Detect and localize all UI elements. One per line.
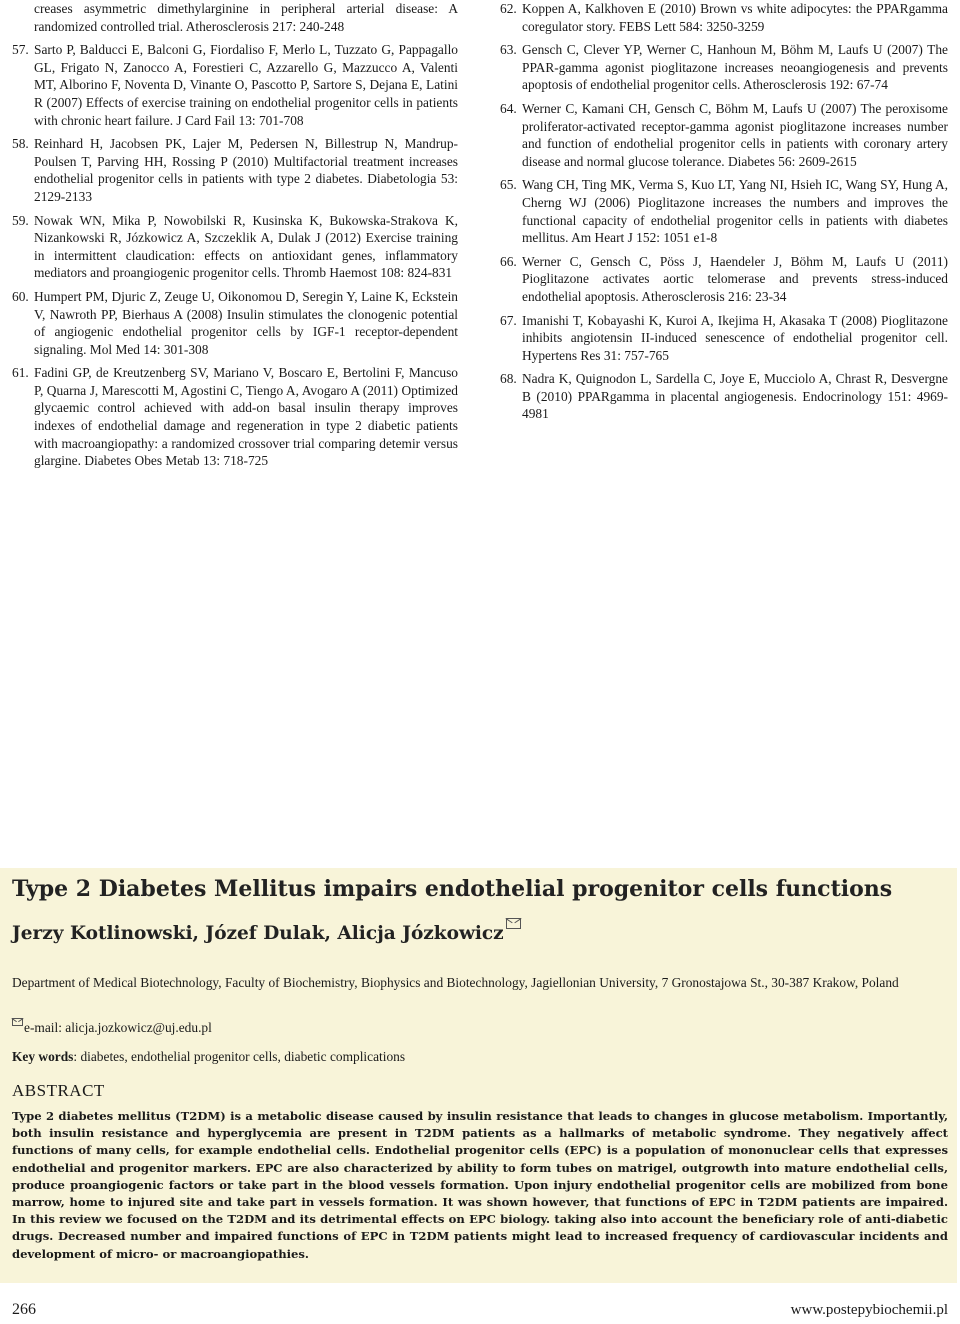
email-text[interactable]: e-mail: alicja.jozkowicz@uj.edu.pl (24, 1020, 212, 1035)
reference-text: Nadra K, Quignodon L, Sardella C, Joye E, Mucciolo A, Chrast R, Desvergne B (2010) PPARgamma in placental angiogenesis. Endocrinology 151: 4969-4981 (522, 371, 948, 422)
reference-text: Reinhard H, Jacobsen PK, Lajer M, Pedersen N, Billestrup N, Mandrup-Poulsen T, Parving HH, Rossing P (2010) Multifactorial treatment increases endothelial progenitor cells in patients with type 2 diabetes. Diabetologia 53: 2129-2133 (34, 136, 458, 204)
reference-text: Sarto P, Balducci E, Balconi G, Fiordaliso F, Merlo L, Tuzzato G, Pappagallo GL, Frigato N, Zanocco A, Forestieri C, Azzarello G, Mazzucco A, Valenti MT, Alborino F, Noventa D, Vinante O, Pascotto P, Sartore S, Dejana E, Latini R (2007) Effects of exercise training on endothelial progenitor cells in patients with chronic heart failure. J Card Fail 13: 701-708 (34, 42, 458, 128)
keywords-text: : diabetes, endothelial progenitor cells, diabetic complications (73, 1049, 406, 1064)
reference-62 (500, 0, 948, 35)
reference-65 (500, 176, 948, 246)
article-title: Type 2 Diabetes Mellitus impairs endothelial progenitor cells functions (12, 876, 893, 902)
reference-59 (12, 212, 458, 282)
reference-number: 62. (500, 1, 517, 16)
reference-64 (500, 100, 948, 170)
reference-number: 59. (12, 212, 29, 228)
article-header-box (0, 868, 957, 1283)
reference-68 (500, 370, 948, 423)
reference-text: Fadini GP, de Kreutzenberg SV, Mariano V, Boscaro E, Bertolini F, Mancuso P, Quarna J, Marescotti M, Agostini C, Tiengo A, Avogaro A (2011) Optimized glycaemic control achieved with add-on basal insulin therapy improves indexes of endothelial damage and regeneration in type 2 diabetic patients with macroangiopathy: a randomized crossover trial comparing detemir versus glargine. Diabetes Obes Metab 13: 718-725 (34, 365, 458, 469)
reference-text: Humpert PM, Djuric Z, Zeuge U, Oikonomou D, Seregin Y, Laine K, Eckstein V, Nawroth PP, Bierhaus A (2008) Insulin stimulates the clonogenic potential of angiogenic endothelial progenitor cells by IGF-1 receptor-dependent signaling. Mol Med 14: 301-308 (34, 288, 458, 357)
reference-number: 58. (12, 136, 29, 152)
reference-number: 67. (500, 312, 517, 328)
reference-number: 57. (12, 42, 29, 58)
page-number: 266 (12, 1301, 36, 1318)
reference-continuation: creases asymmetric dimethylarginine in peripheral arterial disease: A randomized controlled trial. Atherosclerosis 217: 240-248 (34, 1, 458, 34)
article-authors (12, 918, 521, 946)
reference-57 (12, 41, 458, 129)
references-left-column (12, 0, 458, 476)
reference-number: 61. (12, 365, 29, 381)
reference-61 (12, 364, 458, 470)
reference-text: Koppen A, Kalkhoven E (2010) Brown vs white adipocytes: the PPARgamma coregulator story. FEBS Lett 584: 3250-3259 (522, 1, 948, 34)
reference-number: 60. (12, 288, 29, 304)
reference-text: Gensch C, Clever YP, Werner C, Hanhoun M, Böhm M, Laufs U (2007) The PPAR-gamma agonist pioglitazone increases neoangiogenesis and prevents apoptosis of endothelial progenitor cells. Atherosclerosis 192: 67-74 (522, 42, 948, 93)
envelope-icon (12, 1018, 23, 1026)
reference-63 (500, 41, 948, 94)
reference-number: 66. (500, 253, 517, 269)
reference-60 (12, 288, 458, 358)
reference-58 (12, 135, 458, 205)
keywords-label: Key words (12, 1049, 74, 1064)
abstract-heading: ABSTRACT (12, 1081, 105, 1100)
reference-text: Werner C, Kamani CH, Gensch C, Böhm M, Laufs U (2007) The peroxisome proliferator-activated receptor-gamma agonist pioglitazone increases number and function of endothelial progenitor cells in patients with coronary artery disease and normal glucose tolerance. Diabetes 56: 2609-2615 (522, 100, 948, 169)
reference-text: Imanishi T, Kobayashi K, Kuroi A, Ikejima H, Akasaka T (2008) Pioglitazone inhibits angiotensin II-induced senescence of endothelial progenitor cell. Hypertens Res 31: 757-765 (522, 312, 948, 363)
reference-number: 63. (500, 42, 517, 58)
email-line (12, 1018, 212, 1037)
keywords-line (12, 1048, 405, 1066)
reference-number: 65. (500, 177, 517, 193)
journal-website[interactable]: www.postepybiochemii.pl (790, 1302, 948, 1318)
reference-number: 68. (500, 371, 517, 387)
envelope-icon (506, 918, 521, 929)
affiliation: Department of Medical Biotechnology, Faculty of Biochemistry, Biophysics and Biotechnology, Jagiellonian University, 7 Gronostajowa St., 30-387 Krakow, Poland (12, 975, 899, 990)
reference-text: Wang CH, Ting MK, Verma S, Kuo LT, Yang NI, Hsieh IC, Wang SY, Hung A, Cherng WJ (2006) Pioglitazone increases the numbers and improves the functional capacity of endothelial progenitor cells in patients with diabetes mellitus. Am Heart J 152: 1051 e1-8 (522, 177, 948, 246)
references-right-column (500, 0, 948, 429)
reference-67 (500, 312, 948, 365)
reference-text: Nowak WN, Mika P, Nowobilski R, Kusinska K, Bukowska-Strakova K, Nizankowski R, Józkowicz A, Szczeklik A, Dulak J (2012) Exercise training in intermittent claudication: effects on antioxidant genes, inflammatory mediators and proangiogenic progenitor cells. Thromb Haemost 108: 824-831 (34, 212, 458, 281)
authors-text: Jerzy Kotlinowski, Józef Dulak, Alicja Józkowicz (12, 923, 504, 944)
reference-text: Werner C, Gensch C, Pöss J, Haendeler J, Böhm M, Laufs U (2011) Pioglitazone activates aortic telomerase and prevents stress-induced endothelial apoptosis. Atherosclerosis 216: 23-34 (522, 253, 948, 304)
abstract-text: Type 2 diabetes mellitus (T2DM) is a metabolic disease caused by insulin resistance that leads to changes in glucose metabolism. Importantly, both insulin resistance and hyperglycemia are present in T2DM patients as a hallmarks of metabolic syndrome. They negatively affect functions of many cells, for example endothelial cells. Endothelial progenitor cells (EPC) is a population of mononuclear cells that expresses endothelial and progenitor markers. EPC are also characterized by ability to form tubes on matrigel, outgrowth into mature endothelial cells, produce proangiogenic factors or take part in the blood vessels formation. Upon injury endothelial progenitor cells are mobilized from bone marrow, home to injured site and take part in vessels formation. It was shown however, that functions of EPC in T2DM patients are impaired. In this review we focused on the T2DM and its detrimental effects on EPC biology. taking also into account the beneficiary role of anti-diabetic drugs. Decreased number and impaired functions of EPC in T2DM patients might lead to increased frequency of cardiovascular incidents and development of micro- or macroangiopathies. (12, 1109, 948, 1261)
reference-number: 64. (500, 100, 517, 116)
reference-66 (500, 253, 948, 306)
